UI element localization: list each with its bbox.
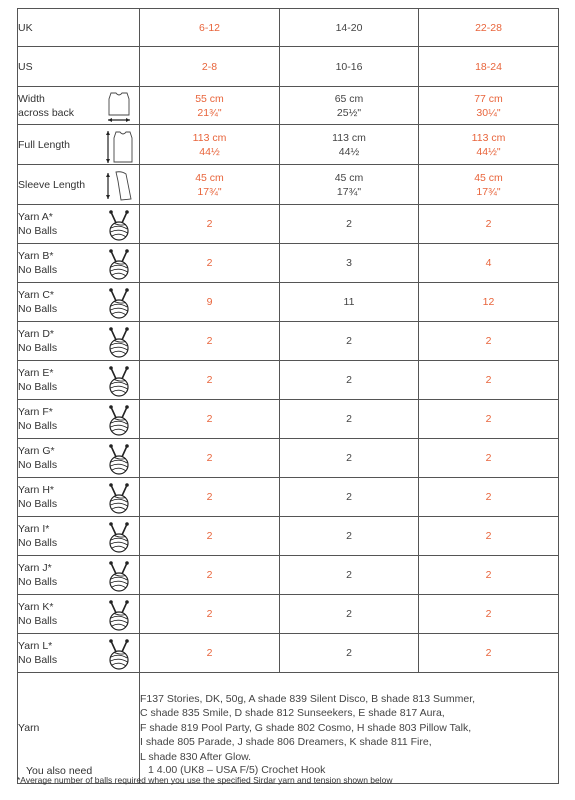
size-value-cell: 2: [419, 595, 559, 634]
crochet-hook-text: 1 4.00 (UK8 – USA F/5) Crochet Hook: [148, 763, 326, 776]
row-label-cell: [18, 244, 140, 283]
size-value-cell: 2: [419, 361, 559, 400]
row-label: Yarn F* No Balls: [18, 406, 58, 432]
size-value-cell: 2: [419, 478, 559, 517]
row-label-cell: [18, 556, 140, 595]
size-value-cell: 113 cm 44½: [280, 125, 419, 165]
yarn-label-cell: [18, 673, 140, 784]
row-label-cell: [18, 361, 140, 400]
row-label-cell: [18, 87, 140, 125]
table-row: [18, 400, 559, 439]
size-value-cell: 22-28: [419, 9, 559, 47]
table-row: [18, 517, 559, 556]
size-value-cell: 55 cm 21¾": [140, 87, 280, 125]
yarn-ball-icon: [107, 600, 131, 636]
row-label: Yarn G* No Balls: [18, 445, 58, 471]
size-value-cell: 2: [140, 634, 280, 673]
size-value-cell: 3: [280, 244, 419, 283]
row-label: Yarn E* No Balls: [18, 367, 58, 393]
size-value-cell: 77 cm 30¼": [419, 87, 559, 125]
yarn-ball-icon: [107, 444, 131, 480]
also-need-label: You also need: [26, 765, 93, 777]
table-row: [18, 322, 559, 361]
row-label: US: [18, 60, 33, 73]
size-value-cell: 2: [140, 244, 280, 283]
size-value-cell: 2-8: [140, 47, 280, 87]
table-body: [18, 9, 559, 784]
row-label: Yarn D* No Balls: [18, 328, 58, 354]
size-value-cell: 2: [280, 556, 419, 595]
row-label-cell: [18, 47, 140, 87]
size-value-cell: 113 cm 44½: [140, 125, 280, 165]
row-label-cell: [18, 125, 140, 165]
table-row: [18, 47, 559, 87]
table-row: [18, 595, 559, 634]
size-value-cell: 2: [419, 556, 559, 595]
row-label-cell: [18, 165, 140, 205]
size-value-cell: 2: [140, 556, 280, 595]
table-row: [18, 361, 559, 400]
table-row: [18, 165, 559, 205]
size-value-cell: 2: [140, 322, 280, 361]
yarn-ball-icon: [107, 639, 131, 675]
yarn-ball-icon: [107, 210, 131, 246]
table-row: [18, 439, 559, 478]
size-value-cell: 45 cm 17¾": [419, 165, 559, 205]
size-value-cell: 6-12: [140, 9, 280, 47]
row-label: Yarn J* No Balls: [18, 562, 58, 588]
size-value-cell: 2: [419, 634, 559, 673]
row-label-cell: [18, 322, 140, 361]
yarn-ball-icon: [107, 366, 131, 402]
row-label: Yarn A* No Balls: [18, 211, 58, 237]
yarn-description-cell: [140, 673, 559, 784]
yarn-description-line: I shade 805 Parade, J shade 806 Dreamers, K shade 811 Fire,: [140, 736, 432, 749]
yarn-ball-icon: [107, 405, 131, 441]
row-label: UK: [18, 21, 33, 34]
size-value-cell: 45 cm 17¾": [280, 165, 419, 205]
table-row: [18, 125, 559, 165]
size-value-cell: 2: [140, 595, 280, 634]
yarn-label: Yarn: [18, 722, 40, 734]
table-row: [18, 283, 559, 322]
yarn-ball-icon: [107, 522, 131, 558]
table-row: [18, 478, 559, 517]
yarn-ball-icon: [107, 249, 131, 285]
row-label-cell: [18, 9, 140, 47]
row-label: Full Length: [18, 138, 70, 151]
yarn-row: [18, 673, 559, 784]
row-label: Yarn B* No Balls: [18, 250, 58, 276]
row-label-cell: [18, 400, 140, 439]
size-value-cell: 2: [140, 517, 280, 556]
row-label-cell: [18, 205, 140, 244]
size-value-cell: 9: [140, 283, 280, 322]
size-yarn-table: [17, 8, 559, 784]
sleeve-length-icon: [104, 169, 134, 207]
size-value-cell: 65 cm 25½": [280, 87, 419, 125]
table-row: [18, 205, 559, 244]
row-label-cell: [18, 478, 140, 517]
size-value-cell: 2: [280, 634, 419, 673]
row-label: Yarn H* No Balls: [18, 484, 58, 510]
table-row: [18, 634, 559, 673]
size-value-cell: 18-24: [419, 47, 559, 87]
row-label-cell: [18, 283, 140, 322]
size-value-cell: 2: [280, 322, 419, 361]
yarn-ball-icon: [107, 288, 131, 324]
size-value-cell: 4: [419, 244, 559, 283]
row-label-cell: [18, 439, 140, 478]
size-value-cell: 2: [140, 478, 280, 517]
yarn-description-line: F shade 819 Pool Party, G shade 802 Cosmo, H shade 803 Pillow Talk,: [140, 721, 472, 734]
yarn-description-line: F137 Stories, DK, 50g, A shade 839 Silent Disco, B shade 813 Summer,: [140, 692, 476, 705]
footnote: *Average number of balls required when you use the specified Sirdar yarn and tension shown below: [17, 775, 393, 785]
yarn-ball-icon: [107, 327, 131, 363]
row-label-cell: [18, 634, 140, 673]
yarn-description-line: L shade 830 After Glow.: [140, 750, 252, 763]
row-label: Width across back: [18, 92, 75, 119]
size-value-cell: 2: [140, 400, 280, 439]
table-row: [18, 556, 559, 595]
row-label: Sleeve Length: [18, 178, 86, 191]
size-value-cell: 113 cm 44½": [419, 125, 559, 165]
row-label-cell: [18, 517, 140, 556]
size-value-cell: 11: [280, 283, 419, 322]
row-label: Yarn I* No Balls: [18, 523, 58, 549]
size-value-cell: 2: [140, 439, 280, 478]
row-label-cell: [18, 595, 140, 634]
size-value-cell: 2: [280, 517, 419, 556]
size-value-cell: 2: [280, 400, 419, 439]
garment-width-icon: [104, 91, 134, 127]
size-value-cell: 2: [140, 361, 280, 400]
yarn-ball-icon: [107, 561, 131, 597]
size-value-cell: 45 cm 17¾": [140, 165, 280, 205]
size-value-cell: 2: [280, 439, 419, 478]
table-row: [18, 244, 559, 283]
size-value-cell: 2: [280, 478, 419, 517]
size-value-cell: 2: [419, 400, 559, 439]
size-value-cell: 2: [419, 439, 559, 478]
size-value-cell: 2: [280, 361, 419, 400]
row-label: Yarn K* No Balls: [18, 601, 58, 627]
yarn-description-line: C shade 835 Smile, D shade 812 Sunseekers, E shade 817 Aura,: [140, 707, 445, 720]
row-label: Yarn C* No Balls: [18, 289, 58, 315]
size-value-cell: 2: [419, 322, 559, 361]
size-value-cell: 14-20: [280, 9, 419, 47]
size-value-cell: 12: [419, 283, 559, 322]
table-row: [18, 87, 559, 125]
size-value-cell: 2: [280, 205, 419, 244]
size-value-cell: 10-16: [280, 47, 419, 87]
yarn-ball-icon: [107, 483, 131, 519]
size-value-cell: 2: [419, 205, 559, 244]
size-value-cell: 2: [280, 595, 419, 634]
table-row: [18, 9, 559, 47]
row-label: Yarn L* No Balls: [18, 640, 58, 666]
size-value-cell: 2: [419, 517, 559, 556]
size-value-cell: 2: [140, 205, 280, 244]
garment-length-icon: [104, 129, 134, 169]
